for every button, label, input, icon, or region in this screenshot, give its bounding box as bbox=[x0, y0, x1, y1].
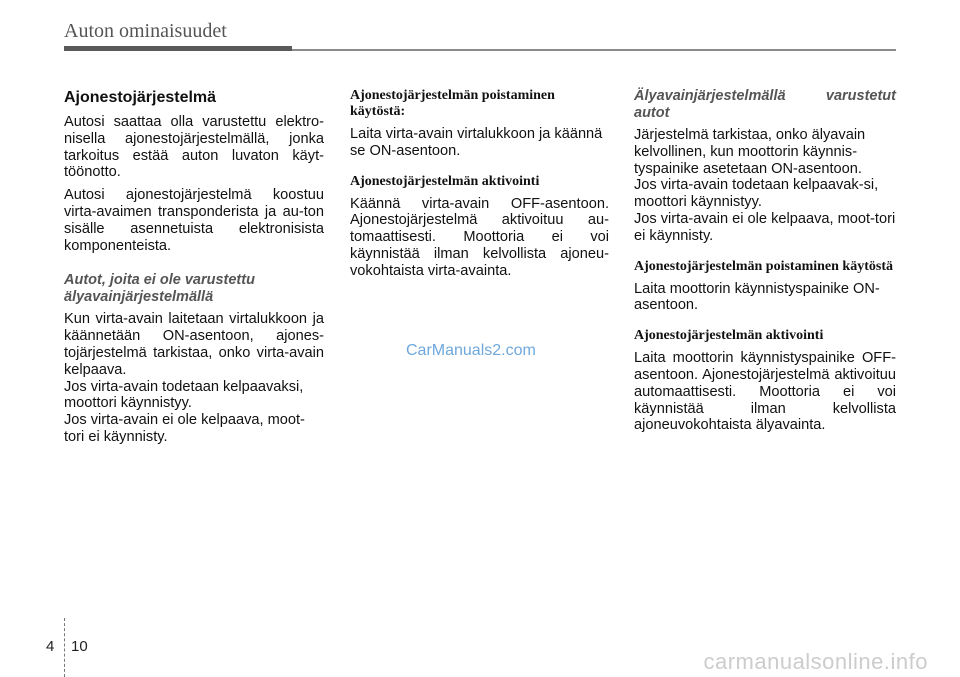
header-rule bbox=[292, 49, 896, 51]
intro-paragraph: Autosi saattaa olla varustettu elektro-nisella ajonestojärjestelmällä, jonka tarkoitus estää auton luvaton käyt-töönotto. bbox=[64, 114, 324, 181]
column-1 bbox=[64, 88, 324, 446]
deactivation-heading: Ajonestojärjestelmän poistaminen käytöstä: bbox=[350, 88, 555, 119]
smart-deactivation-heading: Ajonestojärjestelmän poistaminen käytöstä bbox=[634, 258, 893, 274]
chapter-number: 4 bbox=[46, 638, 55, 655]
header-rule-dark bbox=[64, 46, 292, 51]
invalid-key-paragraph: Jos virta-avain ei ole kelpaava, moot-tori ei käynnisty. bbox=[64, 412, 305, 445]
key-check-paragraph: Kun virta-avain laitetaan virtalukkoon ja käännetään ON-asentoon, ajones-tojärjestelmä tarkistaa, onko virta-avain kelpaava. bbox=[64, 311, 324, 378]
no-smart-key-subheading: Autot, joita ei ole varustettu älyavainjärjestelmällä bbox=[64, 272, 255, 305]
deactivation-paragraph: Laita virta-avain virtalukkoon ja käännä se ON-asentoon. bbox=[350, 126, 603, 159]
activation-heading: Ajonestojärjestelmän aktivointi bbox=[350, 173, 540, 189]
smart-key-subheading: Älyavainjärjestelmällä varustetut autot bbox=[634, 88, 896, 121]
smart-deactivation-paragraph: Laita moottorin käynnistyspainike ON-asentoon. bbox=[634, 280, 880, 314]
valid-key-paragraph: Jos virta-avain todetaan kelpaavaksi, moottori käynnistyy. bbox=[64, 378, 304, 412]
footer-url-watermark: carmanualsonline.info bbox=[703, 649, 928, 674]
activation-paragraph: Käännä virta-avain OFF-asentoon. Ajonestojärjestelmä aktivoituu au-tomaattisesti. Moottoria ei voi käynnistää ilman kelvollista ajoneu-vokohtaista virta-avainta. bbox=[350, 195, 609, 279]
smart-invalid-key-paragraph: Jos virta-avain ei ole kelpaava, moot-tori ei käynnisty. bbox=[634, 210, 896, 244]
column-3 bbox=[634, 88, 896, 434]
section-title: Auton ominaisuudet bbox=[64, 20, 227, 42]
smart-key-check-paragraph: Järjestelmä tarkistaa, onko älyavain kelvollinen, kun moottorin käynnis-tyspainike asetetaan ON-asentoon. bbox=[634, 127, 866, 177]
page-number: 10 bbox=[71, 638, 88, 655]
immobilizer-heading: Ajonestojärjestelmä bbox=[64, 89, 217, 106]
smart-valid-key-paragraph: Jos virta-avain todetaan kelpaavak-si, moottori käynnistyy. bbox=[634, 177, 879, 211]
smart-activation-paragraph: Laita moottorin käynnistyspainike OFF-asentoon. Ajonestojärjestelmä aktivoituu automaattisesti. Moottoria ei voi käynnistää ilman kelvollista ajoneuvokohtaista älyavainta. bbox=[634, 350, 896, 434]
components-paragraph: Autosi ajonestojärjestelmä koostuu virta-avaimen transponderista ja au-ton sisälle asennetuista elektronisista komponenteista. bbox=[64, 187, 324, 254]
footer-divider bbox=[64, 618, 65, 677]
smart-activation-heading: Ajonestojärjestelmän aktivointi bbox=[634, 328, 824, 344]
watermark-text: CarManuals2.com bbox=[406, 342, 536, 359]
column-2 bbox=[350, 88, 609, 280]
